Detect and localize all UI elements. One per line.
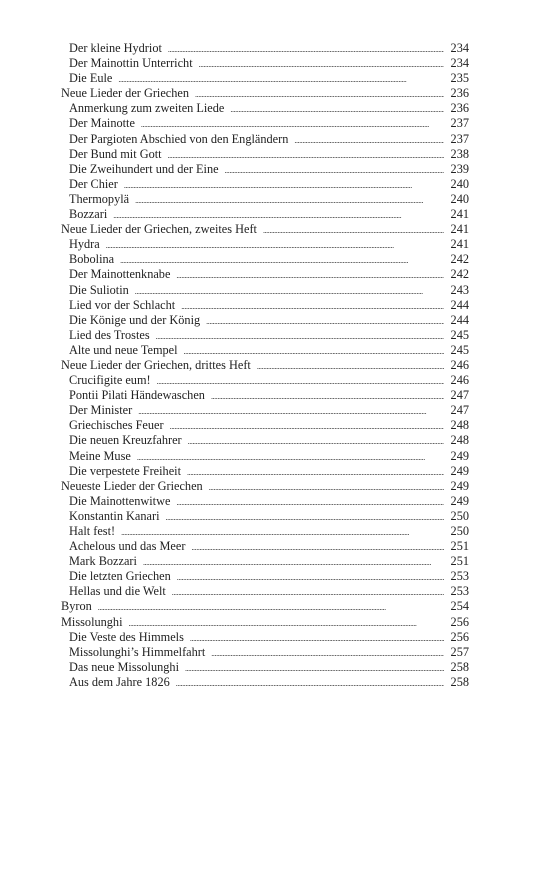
toc-entry-title: Griechisches Feuer <box>69 418 164 433</box>
toc-subentry <box>61 388 469 403</box>
toc-entry-title: Neue Lieder der Griechen, zweites Heft <box>61 222 257 237</box>
toc-page-number: 254 <box>450 599 469 614</box>
dot-leader <box>211 646 444 661</box>
toc-entry-title: Crucifigite eum! <box>69 373 151 388</box>
dot-leader <box>120 253 444 268</box>
toc-entry-title: Der kleine Hydriot <box>69 41 162 55</box>
toc-subentry <box>61 192 469 207</box>
toc-entry-title: Die verpestete Freiheit <box>69 463 181 478</box>
toc-subentry <box>61 630 469 645</box>
toc-page-number: 236 <box>450 101 469 116</box>
dot-leader <box>168 148 444 163</box>
toc-entry-title: Lied vor der Schlacht <box>69 297 176 312</box>
toc-page-number: 245 <box>450 327 469 342</box>
dot-leader <box>141 117 444 132</box>
toc-entry-title: Pontii Pilati Händewaschen <box>69 388 205 403</box>
toc-subentry <box>61 539 469 554</box>
toc-page-number: 247 <box>450 403 469 418</box>
toc-subentry <box>61 373 469 388</box>
toc-entry-title: Die Eule <box>69 71 113 86</box>
toc-entry-title: Der Pargioten Abschied von den Engländern <box>69 131 289 146</box>
dot-leader <box>170 419 444 434</box>
toc-subentry <box>61 237 469 252</box>
toc-entry-title: Der Minister <box>69 403 133 418</box>
toc-subentry <box>61 569 469 584</box>
toc-entry-title: Die Veste des Himmels <box>69 629 184 644</box>
dot-leader <box>106 238 444 253</box>
dot-leader <box>176 495 444 510</box>
toc-entry-title: Neueste Lieder der Griechen <box>61 478 203 493</box>
toc-page-number: 244 <box>450 312 469 327</box>
toc-page-number: 249 <box>450 463 469 478</box>
toc-subentry <box>61 267 469 282</box>
dot-leader <box>187 465 444 480</box>
dot-leader <box>176 676 444 691</box>
toc-subentry <box>61 116 469 131</box>
toc-page-number: 248 <box>450 433 469 448</box>
toc-entry-title: Die Könige und der König <box>69 312 201 327</box>
toc-subentry <box>61 71 469 86</box>
toc-entry-title: Anmerkung zum zweiten Liede <box>69 101 225 116</box>
toc-subentry <box>61 101 469 116</box>
toc-entry-title: Das neue Missolunghi <box>69 659 179 674</box>
toc-page-number: 253 <box>450 584 469 599</box>
toc-subentry <box>61 252 469 267</box>
dot-leader <box>206 314 444 329</box>
dot-leader <box>211 389 444 404</box>
toc-page-number: 243 <box>450 282 469 297</box>
toc-subentry <box>61 328 469 343</box>
toc-entry-title: Konstantin Kanari <box>69 508 160 523</box>
toc-page-number: 238 <box>450 146 469 161</box>
toc-entry-title: Die Mainottenwitwe <box>69 493 171 508</box>
toc-page-number: 250 <box>450 508 469 523</box>
dot-leader <box>188 434 444 449</box>
toc-subentry <box>61 343 469 358</box>
toc-page-number: 241 <box>450 237 469 252</box>
toc-page-number: 242 <box>450 252 469 267</box>
dot-leader <box>121 525 444 540</box>
toc-entry-title: Thermopylä <box>69 191 130 206</box>
toc-entry-title: Bobolina <box>69 252 115 267</box>
toc-entry-title: Hellas und die Welt <box>69 584 166 599</box>
toc-page-number: 247 <box>450 388 469 403</box>
toc-page-number: 250 <box>450 524 469 538</box>
dot-leader <box>209 480 444 495</box>
dot-leader <box>98 600 444 615</box>
toc-section-entry <box>61 599 469 614</box>
dot-leader <box>137 450 444 465</box>
dot-leader <box>166 510 445 525</box>
dot-leader <box>168 42 444 57</box>
toc-subentry <box>61 298 469 313</box>
toc-page-number: 249 <box>450 493 469 508</box>
toc-subentry <box>61 313 469 328</box>
dot-leader <box>190 631 444 646</box>
toc-subentry <box>61 162 469 177</box>
toc-entry-title: Neue Lieder der Griechen, drittes Heft <box>61 357 251 372</box>
dot-leader <box>230 102 444 117</box>
toc-page-number: 246 <box>450 373 469 388</box>
toc-entry-title: Der Mainottenknabe <box>69 267 171 282</box>
dot-leader <box>143 555 444 570</box>
dot-leader <box>185 661 444 676</box>
toc-subentry <box>61 464 469 479</box>
toc-entry-title: Aus dem Jahre 1826 <box>69 674 170 689</box>
toc-page-number: 249 <box>450 478 469 493</box>
toc-subentry <box>61 418 469 433</box>
toc-page-number: 234 <box>450 41 469 55</box>
toc-subentry <box>61 403 469 418</box>
toc-subentry <box>61 494 469 509</box>
toc-subentry <box>61 554 469 569</box>
toc-subentry <box>61 584 469 599</box>
dot-leader <box>135 193 444 208</box>
toc-page-number: 257 <box>450 644 469 659</box>
dot-leader <box>263 223 444 238</box>
toc-page-number: 240 <box>450 191 469 206</box>
toc-entry-title: Hydra <box>69 237 100 252</box>
dot-leader <box>172 585 444 600</box>
toc-subentry <box>61 147 469 162</box>
toc-subentry <box>61 660 469 675</box>
dot-leader <box>135 284 444 299</box>
toc-page-number: 245 <box>450 342 469 357</box>
toc-entry-title: Der Bund mit Gott <box>69 146 162 161</box>
toc-section-entry <box>61 479 469 494</box>
toc-page-number: 246 <box>450 357 469 372</box>
toc-entry-title: Der Chier <box>69 176 118 191</box>
toc-page-number: 251 <box>450 539 469 554</box>
toc-page-number: 253 <box>450 569 469 584</box>
toc-subentry <box>61 433 469 448</box>
toc-entry-title: Die Suliotin <box>69 282 129 297</box>
dot-leader <box>184 344 444 359</box>
toc-section-entry <box>61 222 469 237</box>
dot-leader <box>129 616 445 631</box>
dot-leader <box>181 299 444 314</box>
dot-leader <box>191 540 444 555</box>
toc-section-entry <box>61 358 469 373</box>
toc-subentry <box>61 645 469 660</box>
dot-leader <box>124 178 444 193</box>
toc-page-number: 237 <box>450 131 469 146</box>
toc-page-number: 256 <box>450 614 469 629</box>
toc-page-number: 240 <box>450 176 469 191</box>
toc-page-number: 249 <box>450 448 469 463</box>
toc-entry-title: Der Mainottin Unterricht <box>69 56 193 71</box>
dot-leader <box>257 359 444 374</box>
toc-subentry <box>61 675 469 690</box>
toc-page-number: 239 <box>450 161 469 176</box>
toc-page-number: 248 <box>450 418 469 433</box>
toc-subentry <box>61 207 469 222</box>
toc-entry-title: Achelous und das Meer <box>69 539 186 554</box>
toc-page-number: 236 <box>450 86 469 101</box>
toc-subentry <box>61 56 469 71</box>
toc-page-number: 242 <box>450 267 469 282</box>
dot-leader <box>177 570 444 585</box>
toc-entry-title: Byron <box>61 599 92 614</box>
toc-page-number: 241 <box>450 207 469 222</box>
toc-page-number: 241 <box>450 222 469 237</box>
toc-entry-title: Bozzari <box>69 207 108 222</box>
toc-subentry <box>61 509 469 524</box>
toc-section-entry <box>61 615 469 630</box>
toc-entry-title: Der Mainotte <box>69 116 135 131</box>
toc-entry-title: Alte und neue Tempel <box>69 342 178 357</box>
toc-page-number: 237 <box>450 116 469 131</box>
toc-subentry <box>61 283 469 298</box>
toc-entry-title: Neue Lieder der Griechen <box>61 86 190 101</box>
toc-section-entry <box>61 86 469 101</box>
toc-entry-title: Missolunghi’s Himmelfahrt <box>69 644 206 659</box>
dot-leader <box>199 57 444 72</box>
toc-entry-title: Die neuen Kreuzfahrer <box>69 433 182 448</box>
dot-leader <box>176 268 444 283</box>
toc-subentry <box>61 41 469 56</box>
toc-entry-title: Die letzten Griechen <box>69 569 171 584</box>
dot-leader <box>156 329 444 344</box>
toc-entry-title: Mark Bozzari <box>69 554 137 569</box>
toc-subentry <box>61 177 469 192</box>
toc-entry-title: Meine Muse <box>69 448 131 463</box>
table-of-contents <box>61 41 469 690</box>
dot-leader <box>225 163 444 178</box>
toc-entry-title: Lied des Trostes <box>69 327 150 342</box>
toc-page-number: 234 <box>450 56 469 71</box>
dot-leader <box>113 208 444 223</box>
dot-leader <box>138 404 444 419</box>
dot-leader <box>157 374 444 389</box>
toc-entry-title: Missolunghi <box>61 614 123 629</box>
toc-page-number: 256 <box>450 629 469 644</box>
toc-page-number: 251 <box>450 554 469 569</box>
toc-entry-title: Die Zweihundert und der Eine <box>69 161 219 176</box>
toc-subentry <box>61 524 469 539</box>
toc-page-number: 258 <box>450 659 469 674</box>
toc-page-number: 244 <box>450 297 469 312</box>
dot-leader <box>118 72 444 87</box>
dot-leader <box>195 87 444 102</box>
toc-page-number: 258 <box>450 674 469 689</box>
toc-subentry <box>61 132 469 147</box>
dot-leader <box>294 133 444 148</box>
toc-subentry <box>61 449 469 464</box>
toc-page-number: 235 <box>450 71 469 86</box>
toc-entry-title: Halt fest! <box>69 524 116 538</box>
